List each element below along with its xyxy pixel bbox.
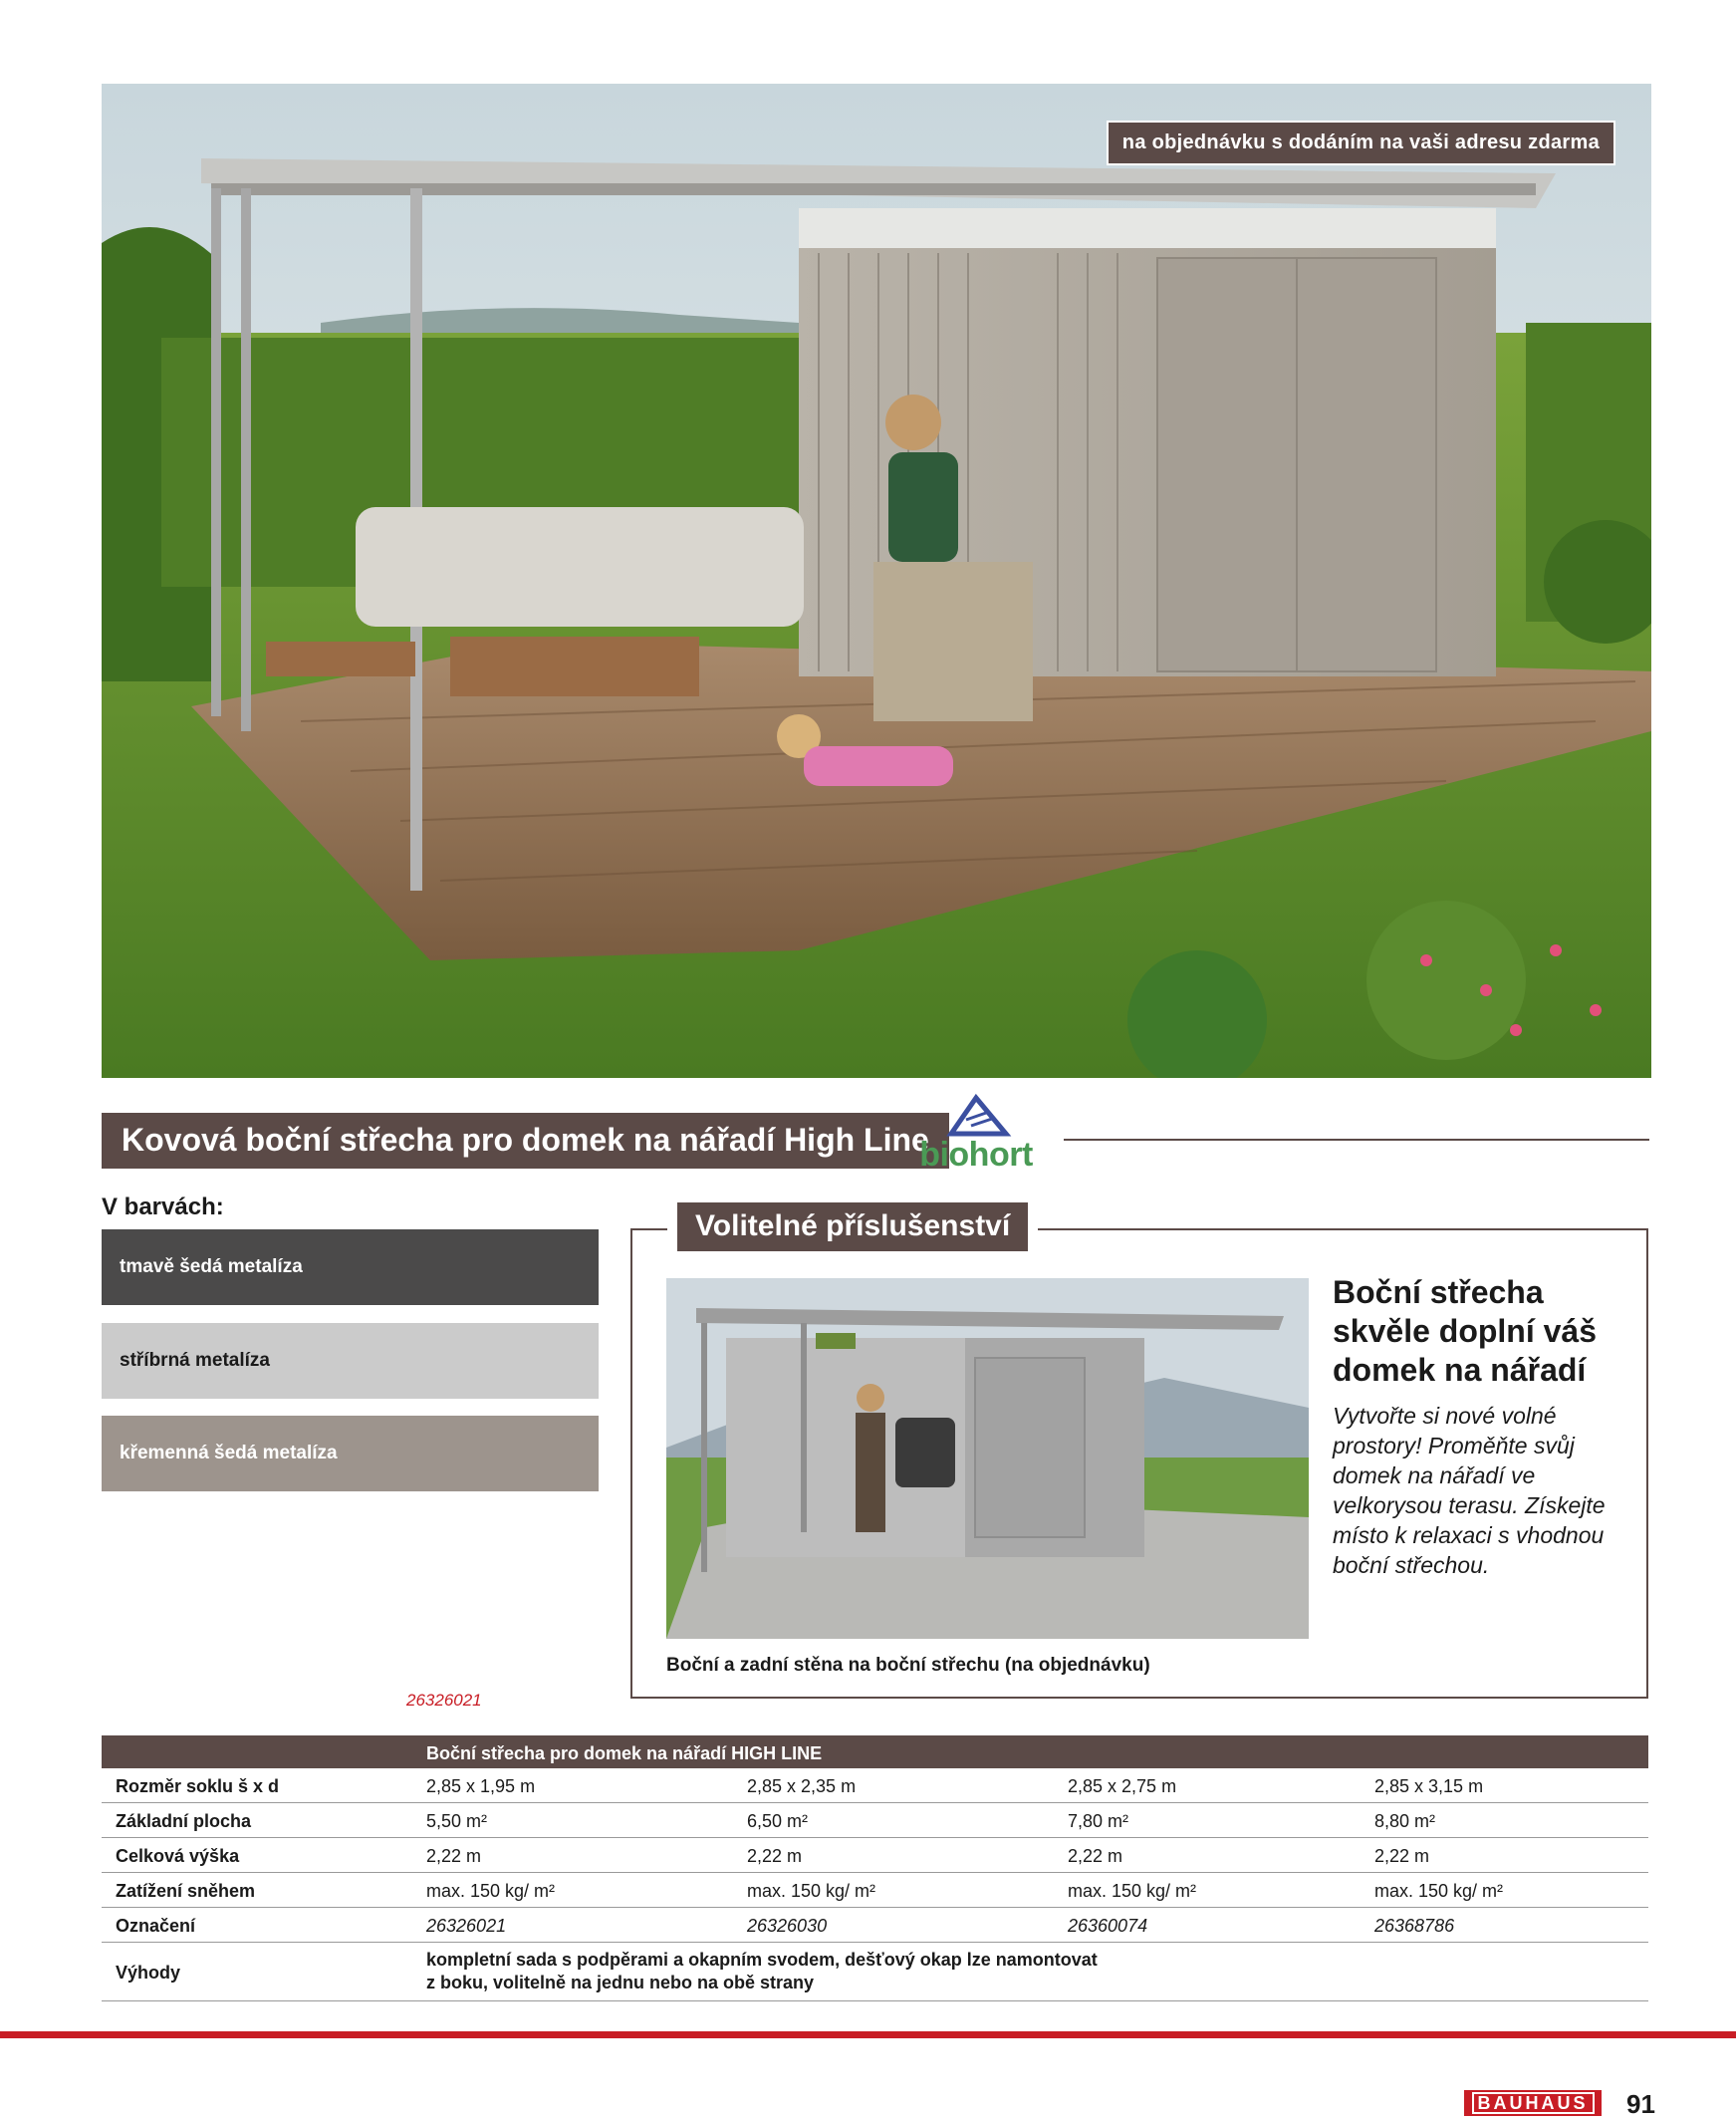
logo-roof-icon <box>911 1090 1041 1140</box>
bauhaus-wordmark: BAUHAUS <box>1472 2092 1595 2114</box>
table-row <box>102 1873 1648 1908</box>
table-cell: 2,85 x 2,35 m <box>747 1776 857 1796</box>
table-row <box>102 1768 1648 1803</box>
footer-accent-line <box>0 2031 1736 2038</box>
advantages-line: kompletní sada s podpěrami a okapním svodem, dešťový okap lze namontovat <box>426 1950 1098 1970</box>
table-cell: max. 150 kg/ m² <box>426 1881 556 1901</box>
table-cell: 2,22 m <box>1068 1846 1123 1866</box>
table-cell: 8,80 m² <box>1374 1811 1436 1831</box>
table-cell: 2,85 x 2,75 m <box>1068 1776 1177 1796</box>
colors-label: V barvách: <box>102 1193 224 1220</box>
page-number: 91 <box>1626 2089 1655 2119</box>
accessories-illustration <box>666 1278 1309 1639</box>
table-cell: 7,80 m² <box>1068 1811 1129 1831</box>
spec-table <box>102 1735 1648 2001</box>
table-cell: 2,22 m <box>1374 1846 1430 1866</box>
table-cell: 2,22 m <box>747 1846 803 1866</box>
accessories-label: Volitelné příslušenství <box>667 1202 1038 1251</box>
table-cell: 2,85 x 3,15 m <box>1374 1776 1484 1796</box>
table-cell: max. 150 kg/ m² <box>1374 1881 1504 1901</box>
table-header-title: Boční střecha pro domek na nářadí HIGH LINE <box>426 1743 823 1763</box>
order-badge: na objednávku s dodáním na vaši adresu zdarma <box>1107 121 1615 165</box>
title-divider <box>1064 1139 1649 1141</box>
table-cell: max. 150 kg/ m² <box>1068 1881 1197 1901</box>
table-cell: 2,22 m <box>426 1846 482 1866</box>
accessories-caption: Boční a zadní stěna na boční střechu (na objednávku) <box>666 1655 1150 1676</box>
color-swatch-quartz-grey: křemenná šedá metalíza <box>102 1416 599 1491</box>
table-row <box>102 1908 1648 1943</box>
biohort-logo <box>911 1090 1041 1174</box>
hero-photo <box>102 84 1651 1078</box>
table-cell: max. 150 kg/ m² <box>747 1881 876 1901</box>
row-label: Celková výška <box>116 1846 240 1866</box>
table-cell: 26326021 <box>426 1916 507 1936</box>
table-cell: 26368786 <box>1374 1916 1455 1936</box>
logo-wordmark: biohort <box>919 1136 1033 1174</box>
table-row <box>102 1943 1648 2001</box>
row-label: Výhody <box>116 1963 181 1983</box>
table-cell: 26360074 <box>1068 1916 1148 1936</box>
row-label: Zatížení sněhem <box>116 1881 256 1901</box>
table-cell: 6,50 m² <box>747 1811 809 1831</box>
row-label: Základní plocha <box>116 1811 252 1831</box>
color-swatch-dark-grey: tmavě šedá metalíza <box>102 1229 599 1305</box>
advantages-line: z boku, volitelně na jednu nebo na obě strany <box>426 1973 815 1992</box>
row-label: Rozměr soklu š x d <box>116 1776 280 1796</box>
table-cell: 5,50 m² <box>426 1811 488 1831</box>
row-label: Označení <box>116 1916 196 1936</box>
accessories-photo <box>666 1278 1309 1639</box>
table-row <box>102 1838 1648 1873</box>
product-title: Kovová boční střecha pro domek na nářadí High Line <box>102 1113 949 1169</box>
product-code: 26326021 <box>406 1691 482 1710</box>
bauhaus-logo <box>1464 2090 1602 2116</box>
table-header <box>102 1735 1648 1768</box>
table-cell: 2,85 x 1,95 m <box>426 1776 536 1796</box>
accessories-text: Vytvořte si nové volné prostory! Proměňte svůj domek na nářadí ve velkorysou terasu. Získejte místo k relaxaci s vhodnou boční střechou. <box>1333 1403 1606 1578</box>
color-swatch-silver: stříbrná metalíza <box>102 1323 599 1399</box>
table-cell: 26326030 <box>747 1916 828 1936</box>
hero-illustration <box>102 84 1651 1078</box>
advantages-text <box>426 1949 1104 1994</box>
table-row <box>102 1803 1648 1838</box>
accessories-headline: Boční střecha skvěle doplní váš domek na nářadí <box>1333 1274 1598 1388</box>
